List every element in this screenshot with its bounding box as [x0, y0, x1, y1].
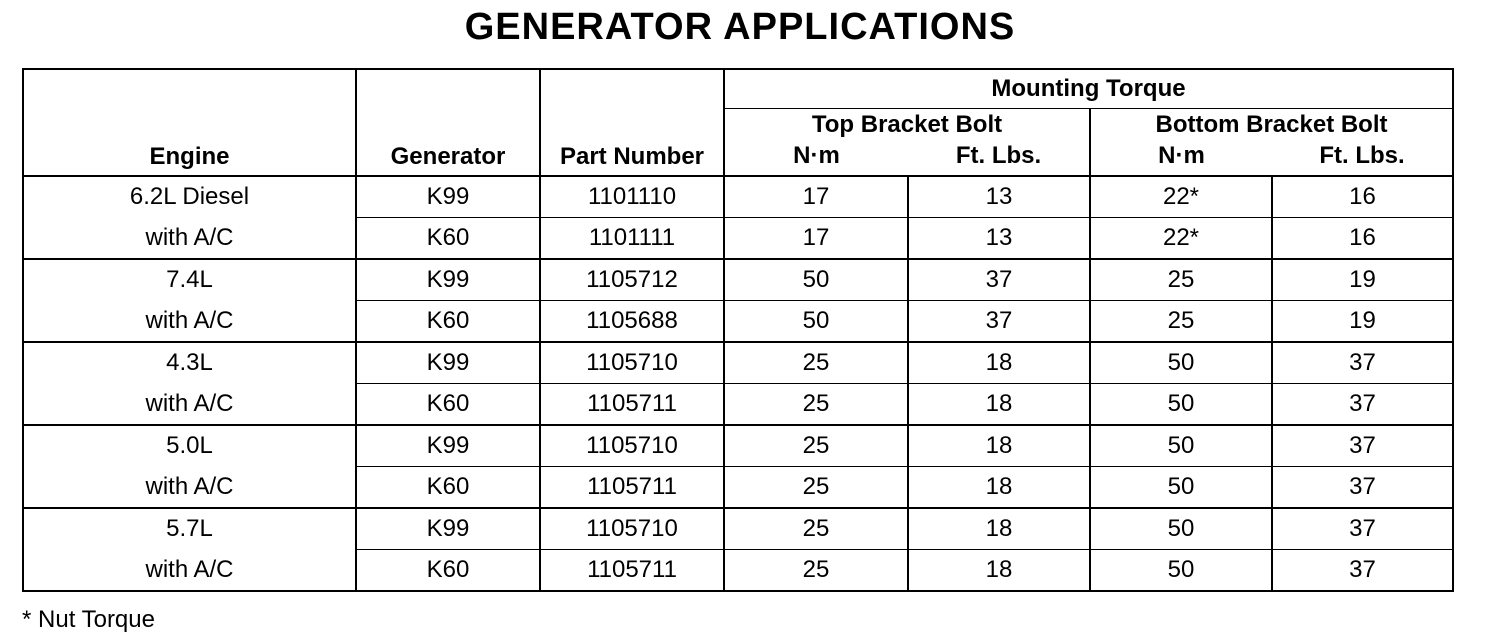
generator-cell: K99: [356, 508, 540, 550]
part-number-header: Part Number: [540, 69, 724, 176]
part-number-cell: 1101110: [540, 176, 724, 218]
part-number-cell: 1105711: [540, 550, 724, 592]
engine-cell: with A/C: [23, 384, 356, 426]
table-row: [23, 508, 1453, 550]
bottom-bracket-bolt-header: Bottom Bracket Bolt: [1155, 111, 1388, 138]
top-nm-cell: 25: [724, 342, 908, 384]
part-number-cell: 1105712: [540, 259, 724, 301]
table-row: [23, 176, 1453, 218]
top-nm-cell: 17: [724, 218, 908, 260]
part-number-cell: 1105710: [540, 342, 724, 384]
table-row: [23, 550, 1453, 592]
table-body: [23, 176, 1453, 591]
part-number-cell: 1105710: [540, 508, 724, 550]
generator-cell: K99: [356, 176, 540, 218]
top-ft-lbs-cell: 13: [908, 218, 1090, 260]
bottom-ft-lbs-cell: 37: [1272, 550, 1453, 592]
engine-cell: with A/C: [23, 467, 356, 509]
engine-header: Engine: [23, 69, 356, 176]
table-row: [23, 218, 1453, 260]
bottom-nm-header: N·m: [1090, 137, 1272, 176]
top-nm-cell: 50: [724, 301, 908, 343]
generator-cell: K60: [356, 467, 540, 509]
top-nm-cell: 25: [724, 467, 908, 509]
table-row: [23, 342, 1453, 384]
generator-cell: K99: [356, 259, 540, 301]
bottom-ft-lbs-cell: 37: [1272, 467, 1453, 509]
table-row: [23, 301, 1453, 343]
table-row: [23, 425, 1453, 467]
part-number-cell: 1105711: [540, 384, 724, 426]
top-ft-lbs-cell: 18: [908, 384, 1090, 426]
top-ft-lbs-cell: 18: [908, 508, 1090, 550]
top-ft-lbs-cell: 18: [908, 342, 1090, 384]
bottom-ft-lbs-cell: 37: [1272, 342, 1453, 384]
top-nm-cell: 25: [724, 384, 908, 426]
bottom-nm-cell: 22*: [1090, 218, 1272, 260]
top-nm-cell: 25: [724, 550, 908, 592]
table-row: [23, 259, 1453, 301]
generator-applications-table: [22, 68, 1454, 592]
bottom-ft-lbs-cell: 37: [1272, 384, 1453, 426]
bottom-nm-cell: 25: [1090, 259, 1272, 301]
bottom-nm-cell: 50: [1090, 508, 1272, 550]
generator-header: Generator: [356, 69, 540, 176]
part-number-cell: 1105710: [540, 425, 724, 467]
top-ft-lbs-cell: 18: [908, 425, 1090, 467]
top-ft-lbs-cell: 13: [908, 176, 1090, 218]
generator-cell: K60: [356, 384, 540, 426]
part-number-cell: 1105711: [540, 467, 724, 509]
engine-cell: 6.2L Diesel: [23, 176, 356, 218]
bottom-ft-lbs-cell: 37: [1272, 508, 1453, 550]
top-bracket-bolt-header: Top Bracket Bolt: [724, 109, 1090, 138]
generator-cell: K60: [356, 301, 540, 343]
bottom-nm-cell: 50: [1090, 467, 1272, 509]
bottom-ft-lbs-header: Ft. Lbs.: [1272, 137, 1453, 176]
top-ft-lbs-cell: 37: [908, 259, 1090, 301]
generator-cell: K99: [356, 342, 540, 384]
bottom-nm-cell: 22*: [1090, 176, 1272, 218]
generator-cell: K99: [356, 425, 540, 467]
bottom-ft-lbs-cell: 16: [1272, 218, 1453, 260]
engine-cell: with A/C: [23, 550, 356, 592]
table-row: [23, 467, 1453, 509]
top-ft-lbs-header: Ft. Lbs.: [908, 137, 1090, 176]
bottom-ft-lbs-cell: 19: [1272, 301, 1453, 343]
engine-cell: 4.3L: [23, 342, 356, 384]
bottom-nm-cell: 50: [1090, 550, 1272, 592]
generator-cell: K60: [356, 550, 540, 592]
top-ft-lbs-cell: 37: [908, 301, 1090, 343]
top-ft-lbs-cell: 18: [908, 550, 1090, 592]
top-ft-lbs-cell: 18: [908, 467, 1090, 509]
table-row: [23, 384, 1453, 426]
engine-cell: with A/C: [23, 301, 356, 343]
bottom-nm-cell: 50: [1090, 342, 1272, 384]
top-nm-header: N·m: [724, 137, 908, 176]
footnote: * Nut Torque: [22, 606, 155, 633]
generator-cell: K60: [356, 218, 540, 260]
top-nm-cell: 17: [724, 176, 908, 218]
mounting-torque-header: Mounting Torque: [724, 69, 1453, 109]
engine-cell: 7.4L: [23, 259, 356, 301]
engine-cell: 5.7L: [23, 508, 356, 550]
bottom-ft-lbs-cell: 37: [1272, 425, 1453, 467]
bottom-ft-lbs-cell: 19: [1272, 259, 1453, 301]
engine-cell: 5.0L: [23, 425, 356, 467]
bottom-nm-cell: 50: [1090, 425, 1272, 467]
part-number-cell: 1105688: [540, 301, 724, 343]
top-nm-cell: 25: [724, 508, 908, 550]
page-title: GENERATOR APPLICATIONS: [464, 6, 1016, 48]
engine-cell: with A/C: [23, 218, 356, 260]
bottom-ft-lbs-cell: 16: [1272, 176, 1453, 218]
bottom-nm-cell: 25: [1090, 301, 1272, 343]
bottom-nm-cell: 50: [1090, 384, 1272, 426]
part-number-cell: 1101111: [540, 218, 724, 260]
top-nm-cell: 25: [724, 425, 908, 467]
top-nm-cell: 50: [724, 259, 908, 301]
